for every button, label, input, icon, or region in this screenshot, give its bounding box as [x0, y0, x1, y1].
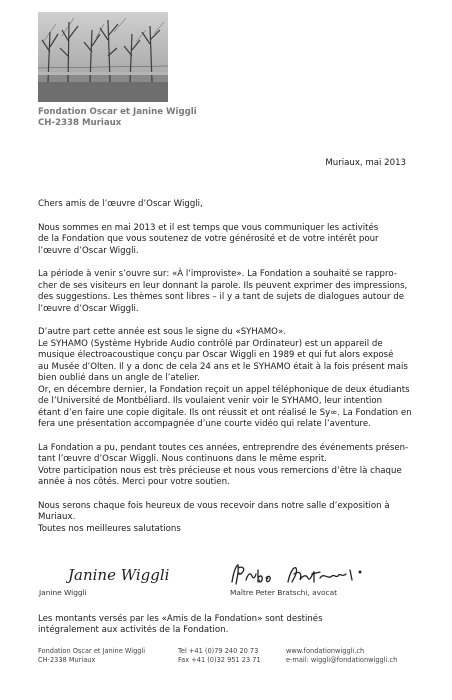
paragraph-syhamo [38, 327, 413, 431]
signatures [38, 560, 418, 610]
paragraph-line: Muriaux. [38, 512, 76, 522]
sender-block [38, 107, 197, 129]
paragraph-line: Or, en décembre dernier, la Fondation reçoit un appel téléphonique de deux étudiants [38, 384, 410, 395]
paragraph-line: Nous serons chaque fois heureux de vous recevoir dans notre salle d’exposition à [38, 500, 390, 511]
footer-website-link[interactable]: www.fondationwiggli.ch [286, 647, 365, 655]
paragraph-line: Le SYHAMO (Système Hybride Audio contrôlé par Ordinateur) est un appareil de [38, 338, 383, 349]
salutation: Chers amis de l’œuvre d’Oscar Wiggli, [38, 199, 203, 209]
paragraph-line: La Fondation a pu, pendant toutes ces années, entreprendre des événements présen- [38, 442, 409, 453]
paragraph-line: de l’Université de Montbéliard. Ils voulaient venir voir le SYHAMO, leur intention [38, 396, 383, 406]
donation-note-line: Les montants versés par les «Amis de la Fondation» sont destinés [38, 614, 323, 624]
sender-address: CH-2338 Muriaux [38, 118, 122, 128]
paragraph-line: Toutes nos meilleures salutations [38, 523, 181, 534]
paragraph-line: des suggestions. Les thèmes sont libres – il y a tant de sujets de dialogues autour de [38, 292, 405, 302]
footer-org-name: Fondation Oscar et Janine Wiggli [38, 647, 146, 655]
sender-name: Fondation Oscar et Janine Wiggli [38, 107, 197, 117]
paragraph-line: l’œuvre d’Oscar Wiggli. [38, 245, 139, 256]
donation-note [38, 614, 418, 636]
header-photo [38, 12, 168, 102]
paragraph-line: Nous sommes en mai 2013 et il est temps que vous communiquer les activités [38, 222, 379, 233]
donation-note-line: intégralement aux activités de la Fondation. [38, 625, 229, 635]
letter-body [38, 199, 413, 547]
date-line: Muriaux, mai 2013 [325, 158, 406, 168]
landscape-photo-image [38, 12, 168, 102]
footer-web-column [286, 647, 397, 665]
paragraph-line: D’autre part cette année est sous le signe du «SYHAMO». [38, 327, 286, 337]
paragraph-line: Votre participation nous est très précieuse et nous vous remercions d’être là chaque [38, 465, 402, 476]
footer-tel: Tel +41 (0)79 240 20 73 [178, 647, 259, 655]
paragraph-line: La période à venir s’ouvre sur: «À l’improviste». La Fondation a souhaité se rappro- [38, 269, 397, 279]
paragraph-activities [38, 223, 413, 258]
signature-janine-wiggli [66, 560, 206, 588]
paragraph-line: tant l’œuvre d’Oscar Wiggli. Nous continuons dans le même esprit. [38, 454, 327, 464]
paragraph-line: fera une présentation accompagnée d’une courte vidéo qui relate l’aventure. [38, 419, 371, 429]
signature-script: Janine Wiggli [68, 566, 170, 584]
footer-address-column [38, 647, 145, 665]
paragraph-line: musique électroacoustique conçu par Oscar Wiggli en 1989 et qui fut alors exposé [38, 350, 394, 360]
footer-email-link[interactable]: e-mail: wiggli@fondationwiggli.ch [286, 656, 398, 664]
footer-org-address: CH-2338 Muriaux [38, 656, 96, 664]
paragraph-line: l’œuvre d’Oscar Wiggli. [38, 303, 139, 314]
paragraph-line: bien oublié dans un angle de l’atelier. [38, 373, 200, 383]
signature-peter-bratschi [228, 560, 388, 590]
paragraph-line: année à nos côtés. Merci pour votre soutien. [38, 477, 230, 487]
paragraph-thanks [38, 443, 413, 489]
paragraph-improviste [38, 269, 413, 315]
paragraph-line: cher de ses visiteurs en leur donnant la parole. Ils peuvent exprimer des impressions, [38, 280, 408, 291]
paragraph-line: étant d’en faire une copie digitale. Ils ont réussit et ont réalisé le Sy∞. La Fondation en [38, 407, 412, 418]
paragraph-line: de la Fondation que vous soutenez de votre générosité et de votre intérêt pour [38, 234, 379, 244]
paragraph-line: au Musée d’Olten. Il y a donc de cela 24 ans et le SYHAMO était à la fois présent mais [38, 361, 408, 372]
paragraph-closing [38, 501, 413, 536]
footer-fax: Fax +41 (0)32 951 23 71 [178, 656, 261, 664]
footer-phone-column [178, 647, 261, 665]
signatory-right-name: Maître Peter Bratschi, avocat [230, 588, 338, 597]
signatory-left-name: Janine Wiggli [39, 588, 87, 597]
